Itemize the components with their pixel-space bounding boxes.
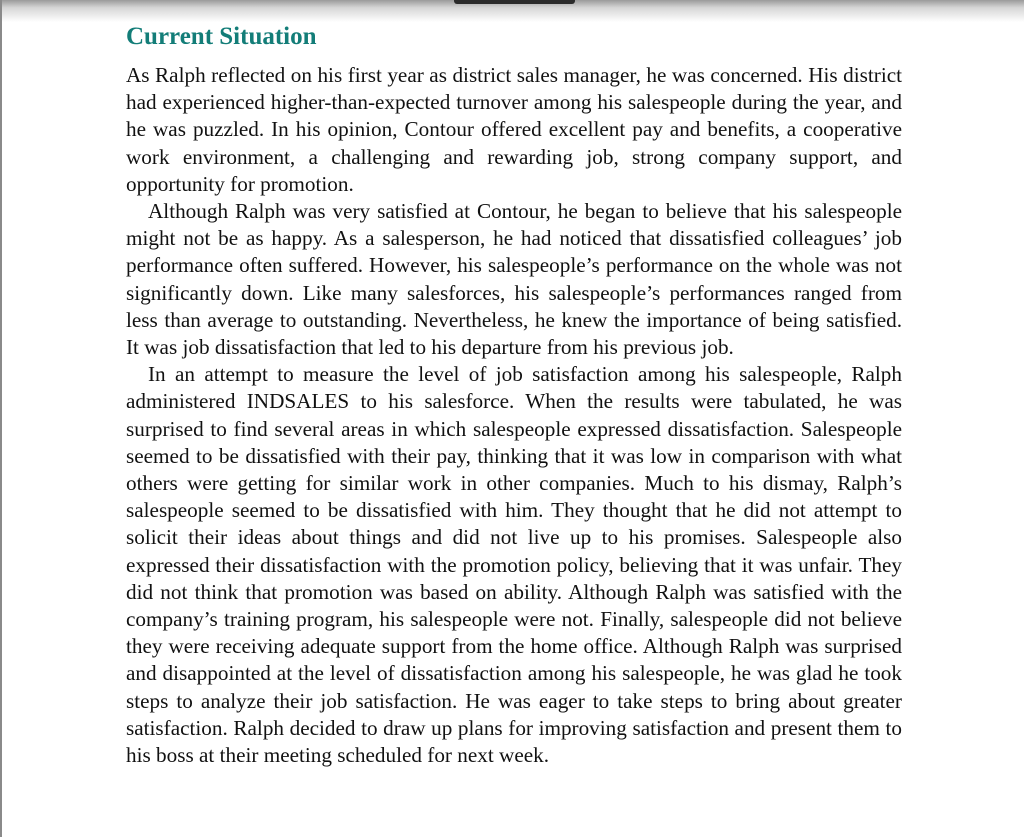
scroll-handle[interactable] (454, 0, 575, 4)
heading-spacer (126, 52, 902, 62)
document-page (126, 22, 902, 769)
page-left-edge (0, 0, 2, 837)
paragraph-1: As Ralph reflected on his first year as district sales manager, he was concerned. His district had experienced higher-than-expected turnover among his salespeople during the year, and he was puzzled. In his opinion, Contour offered excellent pay and benefits, a cooperative work environment, a challenging and rewarding job, strong company support, and opportunity for promotion. (126, 63, 902, 196)
section-heading: Current Situation (126, 23, 317, 50)
paragraph-3: In an attempt to measure the level of job satisfaction among his salespeople, Ralph administered INDSALES to his salesforce. When the results were tabulated, he was surprised to find several areas in which salespeople expressed dissatisfaction. Salespeople seemed to be dissatisfied with their pay, thinking that it was low in comparison with what others were getting for similar work in other companies. Much to his dismay, Ralph’s salespeople seemed to be dissatisfied with him. They thought that he did not attempt to solicit their ideas about things and did not live up to his promises. Salespeople also expressed their dissatisfaction with the promotion policy, believing that it was unfair. They did not think that promotion was based on ability. Although Ralph was satisfied with the company’s training program, his salespeople were not. Finally, salespeople did not believe they were receiving adequate support from the home office. Although Ralph was surprised and disappointed at the level of dissatisfaction among his salespeople, he was glad he took steps to analyze their job satisfaction. He was eager to take steps to bring about greater satisfaction. Ralph decided to draw up plans for improving satisfaction and present them to his boss at their meeting scheduled for next week. (126, 362, 902, 768)
paragraph-2: Although Ralph was very satisfied at Contour, he began to believe that his salespeople might not be as happy. As a salesperson, he had noticed that dissatisfied colleagues’ job performance often suffered. However, his salespeople’s performance on the whole was not significantly down. Like many salesforces, his salespeople’s performances ranged from less than average to outstanding. Nevertheless, he knew the importance of being satisfied. It was job dissatisfaction that led to his departure from his previous job. (126, 199, 902, 360)
